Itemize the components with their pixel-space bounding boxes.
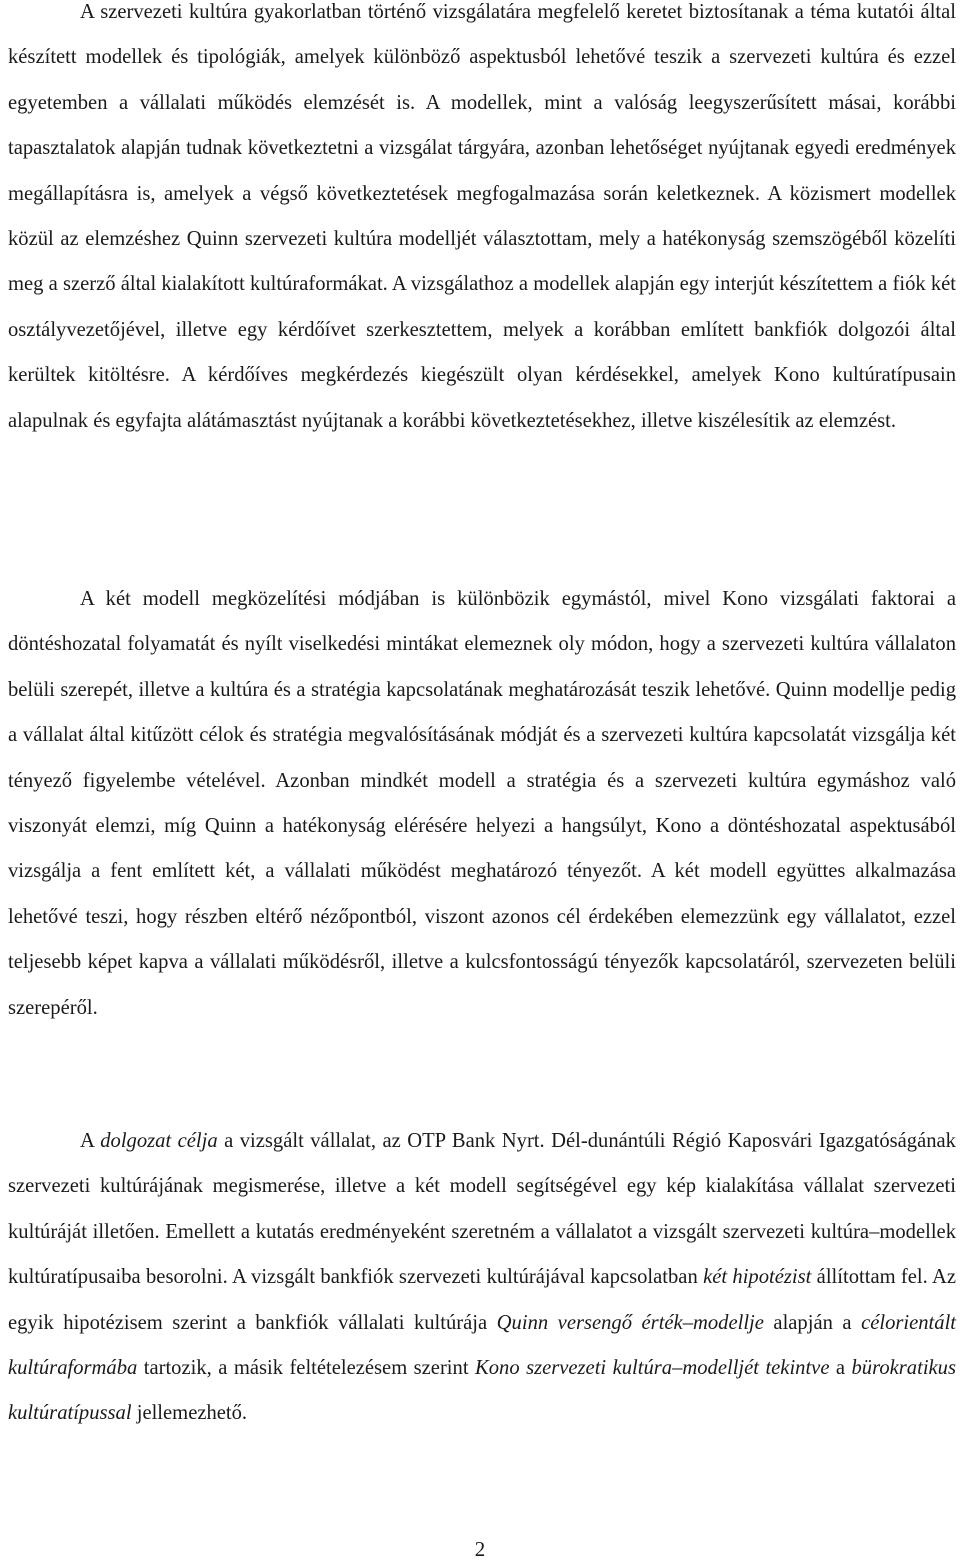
paragraph-3-segment: tartozik, a másik feltételezésem szerint [137,1357,475,1380]
paragraph-3-segment: a vizsgált vállalat, az OTP Bank Nyrt. Dél-dunántúli Régió Kaposvári Igazgatóságának szervezeti kultúrájának megismerése, illetve a két modell segítségével egy kép kialakítása vállalat szervezeti kultúráját illetően. Emellett a kutatás eredményeként szeretném a vállalatot a vizsgált szervezeti kultúra–modellek kultúratípusaiba besorolni. A vizsgált bankfiók szervezeti kultúrájával kapcsolatban [8,1130,956,1289]
paragraph-3-segment: állítottam fel. Az egyik hipotézisem szerint a bankfiók vállalati kultúrája [8,1266,956,1334]
paragraph-3-segment: A [80,1130,101,1152]
paragraph-3-emphasis: bürokratikus kultúratípussal [8,1357,956,1425]
paragraph-3-emphasis: Kono szervezeti kultúra–modelljét tekintve [475,1357,830,1380]
paragraph-3-segment: jellemezhető. [131,1402,248,1425]
paragraph-2 [8,577,956,1031]
paragraph-3-emphasis: dolgozat célja [100,1130,218,1152]
paragraph-2-text: A két modell megközelítési módjában is különbözik egymástól, mivel Kono vizsgálati faktorai a döntéshozatal folyamatát és nyílt viselkedési mintákat elemeznek oly módon, hogy a szervezeti kultúra vállalaton belüli szerepét, illetve a kultúra és a stratégia kapcsolatának meghatározását teszik lehetővé. Quinn modellje pedig a vállalat által kitűzött célok és stratégia megvalósításának módját és a szervezeti kultúra kapcsolatát vizsgálja két tényező figyelembe vételével. Azonban mindkét modell a stratégia és a szervezeti kultúra egymáshoz való viszonyát elemzi, míg Quinn a hatékonyság elérésére helyezi a hangsúlyt, Kono a döntéshozatal aspektusából vizsgálja a fent említett két, a vállalati működést meghatározó tényezőt. A két modell együttes alkalmazása lehetővé teszi, hogy részben eltérő nézőpontból, viszont azonos cél érdekében elemezzünk egy vállalatot, ezzel teljesebb képet kapva a vállalati működésről, illetve a kulcsfontosságú tényezők kapcsolatáról, szervezeten belüli szerepéről. [8,588,956,1019]
paragraph-3-segment: alapján a [763,1311,862,1334]
paragraph-3-emphasis: Quinn versengő érték–modellje [496,1311,764,1334]
paragraph-3-emphasis: célorientált kultúraformába [8,1311,957,1380]
paragraph-3-segment: a [829,1357,852,1380]
paragraph-1 [8,0,956,444]
paragraph-1-text: A szervezeti kultúra gyakorlatban történő vizsgálatára megfelelő keretet biztosítanak a téma kutatói által készített modellek és tipológiák, amelyek különböző aspektusból lehetővé teszik a szervezeti kultúra és ezzel egyetemben a vállalati működés elemzését is. A modellek, mint a valóság leegyszerűsített másai, korábbi tapasztalatok alapján tudnak következtetni a vizsgálat tárgyára, azonban lehetőséget nyújtanak egyedi eredmények megállapításra is, amelyek a végső következtetések megfogalmazása során keletkeznek. A közismert modellek közül az elemzéshez Quinn szervezeti kultúra modelljét választottam, mely a hatékonyság szemszögéből közelíti meg a szerző által kialakított kultúraformákat. A vizsgálathoz a modellek alapján egy interjút készítettem a fiók két osztályvezetőjével, illetve egy kérdőívet szerkesztettem, melyek a korábban említett bankfiók dolgozói által kerültek kitöltésre. A kérdőíves megkérdezés kiegészült olyan kérdésekkel, amelyek Kono kultúratípusain alapulnak és egyfajta alátámasztást nyújtanak a korábbi következtetésekhez, illetve kiszélesítik az elemzést. [8,1,956,432]
page-number: 2 [474,1537,486,1561]
paragraph-3-emphasis: két hipotézist [703,1266,812,1289]
paragraph-3 [8,1119,956,1437]
